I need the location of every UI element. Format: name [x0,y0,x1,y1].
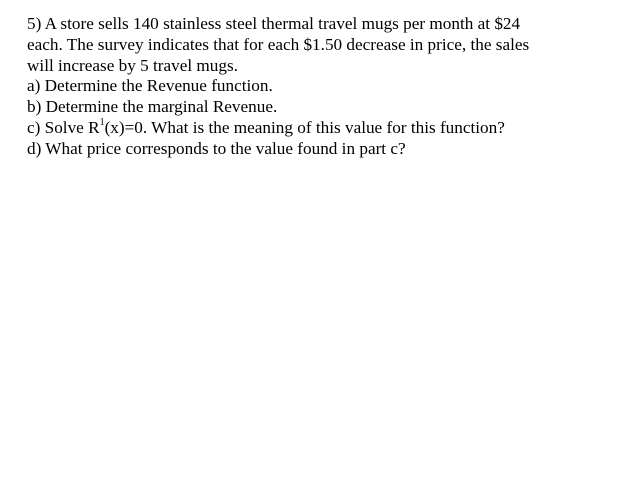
question-part-a: a) Determine the Revenue function. [27,76,273,96]
question-part-d: d) What price corresponds to the value found in part c? [27,138,406,158]
problem-intro-line-2: each. The survey indicates that for each $1.50 decrease in price, the sales [27,34,530,54]
question-part-b: b) Determine the marginal Revenue. [27,97,278,117]
question-part-c [27,118,617,139]
problem-intro-line-1: 5) A store sells 140 stainless steel thermal travel mugs per month at $24 [27,14,521,33]
problem-text [27,14,617,160]
problem-intro-line-3: will increase by 5 travel mugs. [27,55,238,75]
derivative-prime-mark: 1 [99,117,105,129]
part-c-suffix: (x)=0. What is the meaning of this value for this function? [104,117,505,137]
part-c-prefix: c) Solve R [27,117,100,137]
